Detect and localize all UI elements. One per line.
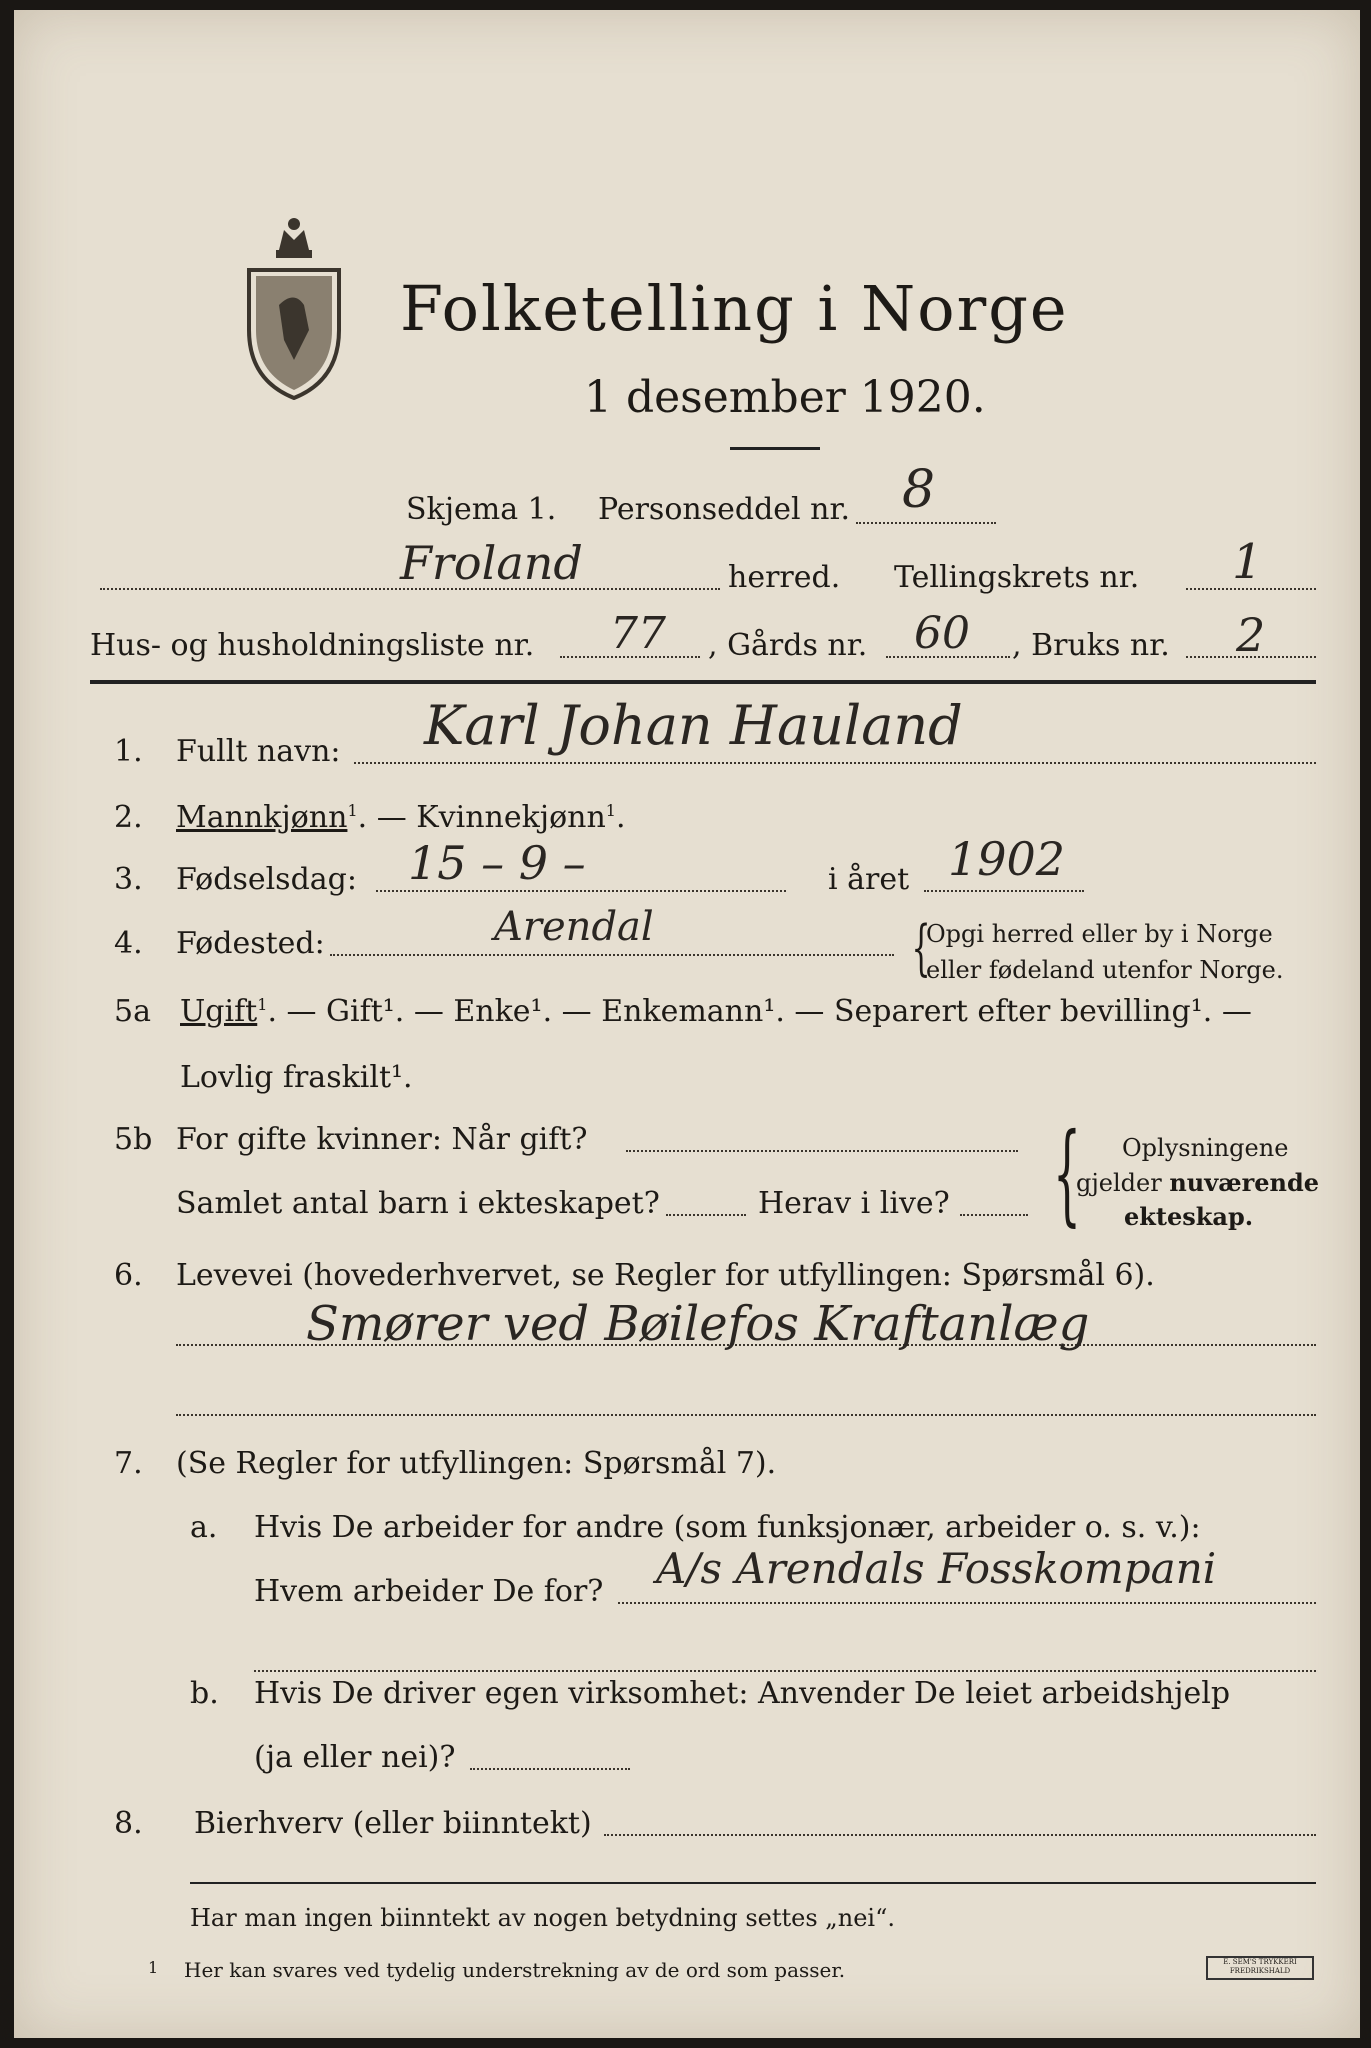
q5a-sup: 1 [257, 995, 268, 1014]
q7b-line [470, 1768, 630, 1770]
herred-value[interactable]: Froland [400, 536, 583, 590]
bruks-value[interactable]: 2 [1236, 608, 1266, 662]
option-kvinnekjonn[interactable]: Kvinnekjønn [416, 800, 606, 835]
q2-end: . [615, 800, 626, 835]
form-title: Folketelling i Norge [400, 272, 1069, 345]
q5b-note-line2b: nuværende [1169, 1168, 1320, 1197]
q5a-options [180, 994, 1252, 1029]
q5b-alive-label: Herav i live? [758, 1186, 950, 1221]
q5b-married-label: For gifte kvinner: Når gift? [176, 1122, 588, 1157]
q5b-married-line [626, 1150, 1018, 1152]
q7b-letter: b. [190, 1676, 219, 1711]
tellingskrets-value[interactable]: 1 [1232, 534, 1263, 590]
q5b-note-line3: ekteskap. [1124, 1202, 1254, 1231]
q3-year-label: i året [828, 862, 910, 897]
q3-label: Fødselsdag: [176, 862, 357, 897]
q5a-other-options[interactable]: . — Gift¹. — Enke¹. — Enkemann¹. — Separert efter bevilling¹. — [267, 994, 1252, 1029]
herred-label: herred. [728, 560, 841, 595]
q7a-line2 [254, 1670, 1316, 1672]
option-mannkjonn[interactable]: Mannkjønn [176, 800, 348, 835]
census-date: 1 desember 1920. [584, 372, 986, 423]
q7a-text: Hvis De arbeider for andre (som funksjonær, arbeider o. s. v.): [254, 1510, 1201, 1545]
q2-separator: . — [357, 800, 417, 835]
q3-line [376, 890, 786, 892]
q7a-question: Hvem arbeider De for? [254, 1574, 604, 1609]
personseddel-label: Personseddel nr. [598, 492, 851, 527]
q5b-note-line1: Oplysningene [1122, 1134, 1289, 1162]
q7a-line [618, 1602, 1316, 1604]
bruks-label: , Bruks nr. [1012, 628, 1170, 663]
title-divider [730, 447, 820, 450]
header-divider [90, 680, 1316, 684]
q8-line [604, 1834, 1316, 1836]
q6-label: Levevei (hovederhvervet, se Regler for utfyllingen: Spørsmål 6). [176, 1258, 1155, 1293]
q1-number: 1. [114, 734, 143, 769]
occupation-value[interactable]: Smører ved Bøilefos Kraftanlæg [306, 1296, 1090, 1352]
q4-note-line2: eller fødeland utenfor Norge. [926, 956, 1284, 984]
husliste-value[interactable]: 77 [610, 608, 666, 659]
husliste-label: Hus- og husholdningsliste nr. [90, 628, 535, 663]
q4-note-line1: Opgi herred eller by i Norge [926, 920, 1273, 948]
footer-note: Har man ingen biinntekt av nogen betydning settes „nei“. [190, 1904, 895, 1932]
birthplace-value[interactable]: Arendal [494, 904, 654, 950]
q5a-number: 5a [114, 994, 151, 1029]
option-ugift[interactable]: Ugift [180, 994, 258, 1029]
coat-of-arms-emblem [234, 210, 354, 400]
birth-date-value[interactable]: 15 – 9 – [408, 836, 586, 890]
employer-value[interactable]: A/s Arendals Fosskompani [656, 1544, 1217, 1593]
q4-bracket: { [911, 913, 931, 983]
q8-label: Bierhverv (eller biinntekt) [194, 1806, 592, 1841]
q5b-bracket: { [1053, 1109, 1081, 1237]
q5a-line2[interactable]: Lovlig fraskilt¹. [180, 1060, 413, 1095]
q5b-note-line2 [1076, 1168, 1319, 1197]
q5b-number: 5b [114, 1122, 153, 1157]
q2-options [176, 800, 626, 835]
census-form-sheet [14, 10, 1360, 2038]
q5b-note-line2a: gjelder [1076, 1169, 1170, 1197]
q7-label: (Se Regler for utfyllingen: Spørsmål 7). [176, 1446, 777, 1481]
footnote-marker: 1 [148, 1958, 159, 1977]
q5b-children-line [666, 1214, 746, 1216]
q7b-text: Hvis De driver egen virksomhet: Anvender De leiet arbeidshjelp [254, 1676, 1231, 1711]
birth-year-value[interactable]: 1902 [948, 832, 1066, 886]
tellingskrets-label: Tellingskrets nr. [894, 560, 1140, 595]
q8-number: 8. [114, 1806, 143, 1841]
personseddel-value[interactable]: 8 [902, 460, 936, 520]
printer-stamp: E. SEM'S TRYKKERI FREDRIKSHALD [1206, 1956, 1314, 1980]
q3-year-line [924, 890, 1084, 892]
q7a-letter: a. [190, 1510, 218, 1545]
q6-number: 6. [114, 1258, 143, 1293]
q6-line2 [176, 1414, 1316, 1416]
q4-label: Fødested: [176, 926, 325, 961]
footnote-text: Her kan svares ved tydelig understrekning av de ord som passer. [184, 1958, 846, 1982]
q7-number: 7. [114, 1446, 143, 1481]
q1-label: Fullt navn: [176, 734, 341, 769]
q5b-alive-line [960, 1214, 1028, 1216]
q4-line [330, 954, 894, 956]
q4-number: 4. [114, 926, 143, 961]
q2-sup-2: 1 [605, 801, 616, 820]
q1-line [354, 762, 1316, 764]
q2-number: 2. [114, 800, 143, 835]
gards-value[interactable]: 60 [914, 608, 970, 659]
q3-number: 3. [114, 862, 143, 897]
footer-divider [190, 1882, 1316, 1884]
gards-label: , Gårds nr. [708, 628, 868, 663]
skjema-label: Skjema 1. [406, 492, 557, 527]
personseddel-line [856, 522, 996, 524]
q7b-question: (ja eller nei)? [254, 1740, 456, 1775]
q5b-children-label: Samlet antal barn i ekteskapet? [176, 1186, 660, 1221]
full-name-value[interactable]: Karl Johan Hauland [424, 694, 963, 757]
q2-sup-1: 1 [347, 801, 358, 820]
